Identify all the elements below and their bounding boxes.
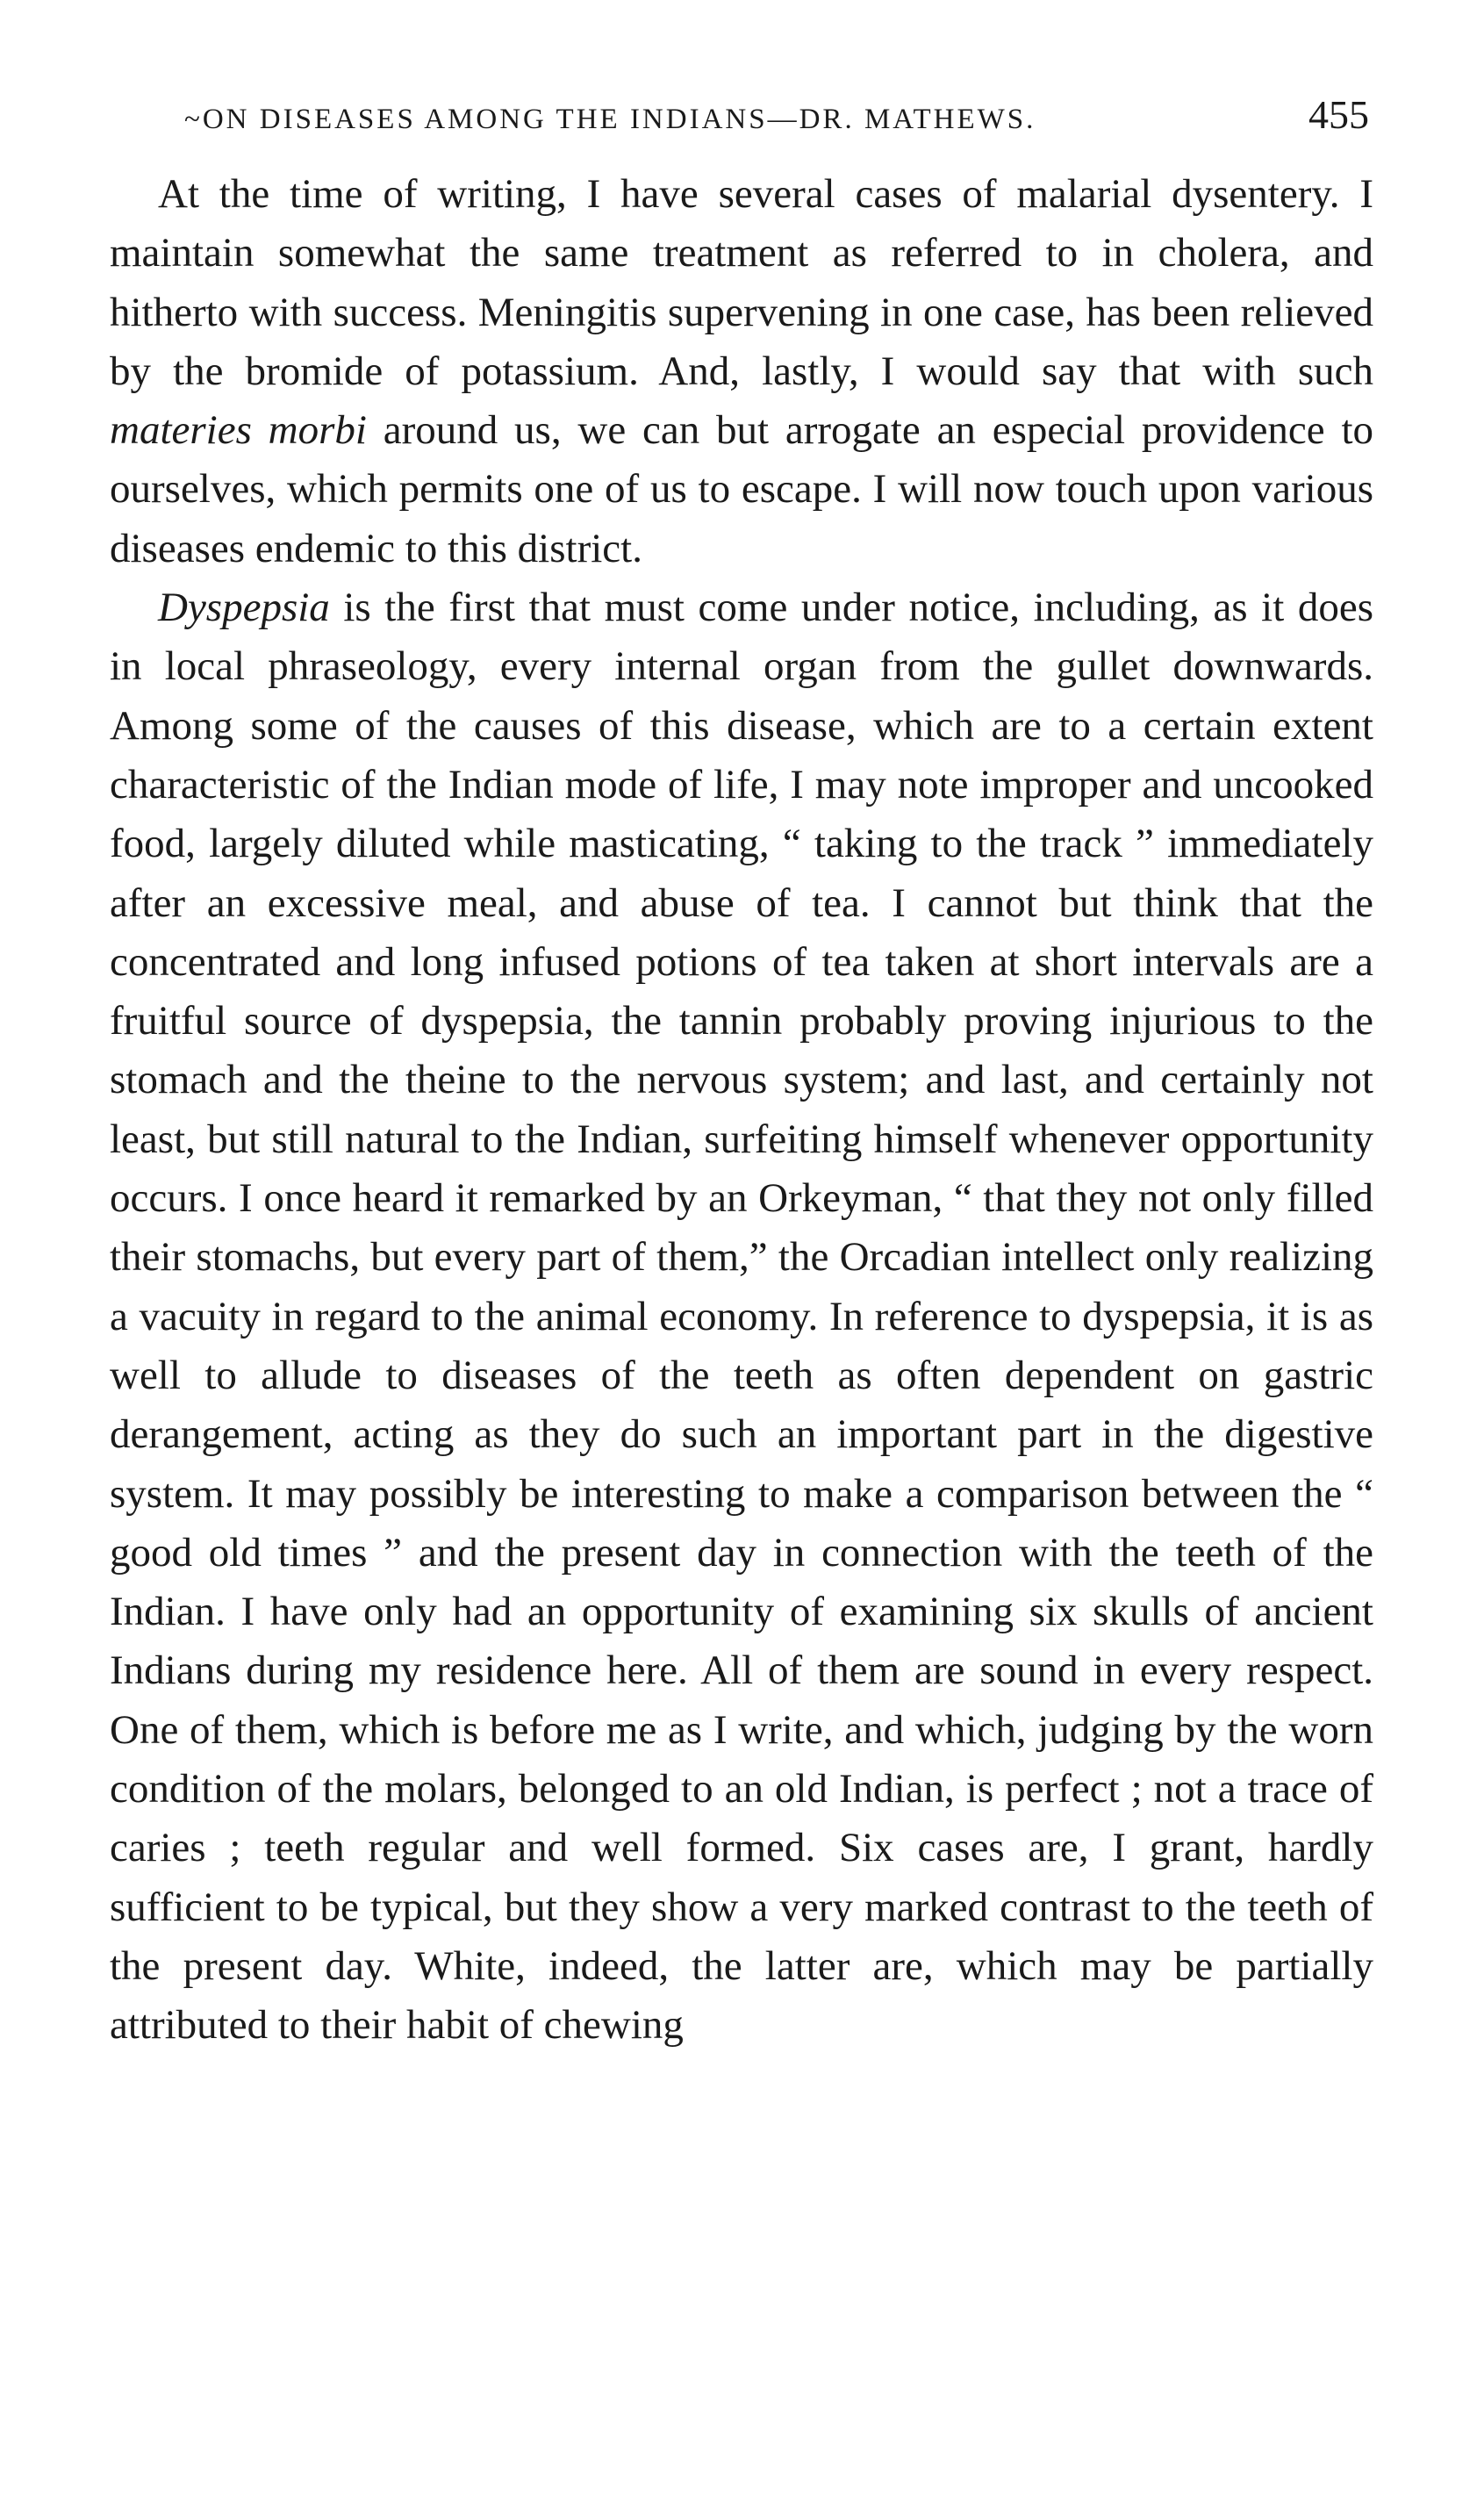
paragraph-2 (110, 578, 1373, 2055)
paragraph-1-segment: At the time of writing, I have several cases of malarial dysentery. I maintain somewhat the same treatment as referred to in cholera, and hitherto with success. Meningitis supervening in one case, has been relieved by the bromide of potassium. And, lastly, I would say that with such (110, 171, 1373, 394)
paragraph-1-segment: around us, we can but arrogate an especial providence to ourselves, which permits one of us to escape. I will now touch upon various diseases endemic to this district. (110, 407, 1374, 571)
running-head: ~ON DISEASES AMONG THE INDIANS—DR. MATHEWS. (184, 104, 1036, 135)
paragraph-1 (110, 165, 1373, 578)
page-number: 455 (1308, 92, 1369, 137)
paragraph-2-segment: is the first that must come under notice, including, as it does in local phraseology, every internal organ from the gullet downwards. Among some of the causes of this disease, which are to a certain extent characteristic of the Indian mode of life, I may note improper and uncooked food, largely diluted while masticating, “ taking to the track ” immediately after an excessive meal, and abuse of tea. I cannot but think that the concentrated and long infused potions of tea taken at short intervals are a fruitful source of dyspepsia, the tannin probably proving injurious to the stomach and the theine to the nervous system; and last, and certainly not least, but still natural to the Indian, surfeiting himself whenever opportunity occurs. I once heard it remarked by an Orkeyman, “ that they not only filled their stomachs, but every part of them,” the Orcadian intellect only realizing a vacuity in regard to the animal economy. In reference to dyspepsia, it is as well to allude to diseases of the teeth as often dependent on gastric derangement, acting as they do such an important part in the digestive system. It may possibly be interesting to make a comparison between the “ good old times ” and the present day in connection with the teeth of the Indian. I have only had an opportunity of examining six skulls of ancient Indians during my residence here. All of them are sound in every respect. One of them, which is before me as I write, and which, judging by the worn condition of the molars, belonged to an old Indian, is perfect ; not a trace of caries ; teeth regular and well formed. Six cases are, I grant, hardly sufficient to be typical, but they show a very marked contrast to the teeth of the present day. White, indeed, the latter are, which may be partially attributed to their habit of chewing (110, 585, 1373, 2049)
body-text (110, 165, 1373, 2056)
paragraph-2-topic-word: Dyspepsia (158, 585, 330, 631)
page-header (110, 91, 1373, 153)
paragraph-1-latin-phrase: materies morbi (110, 407, 367, 454)
